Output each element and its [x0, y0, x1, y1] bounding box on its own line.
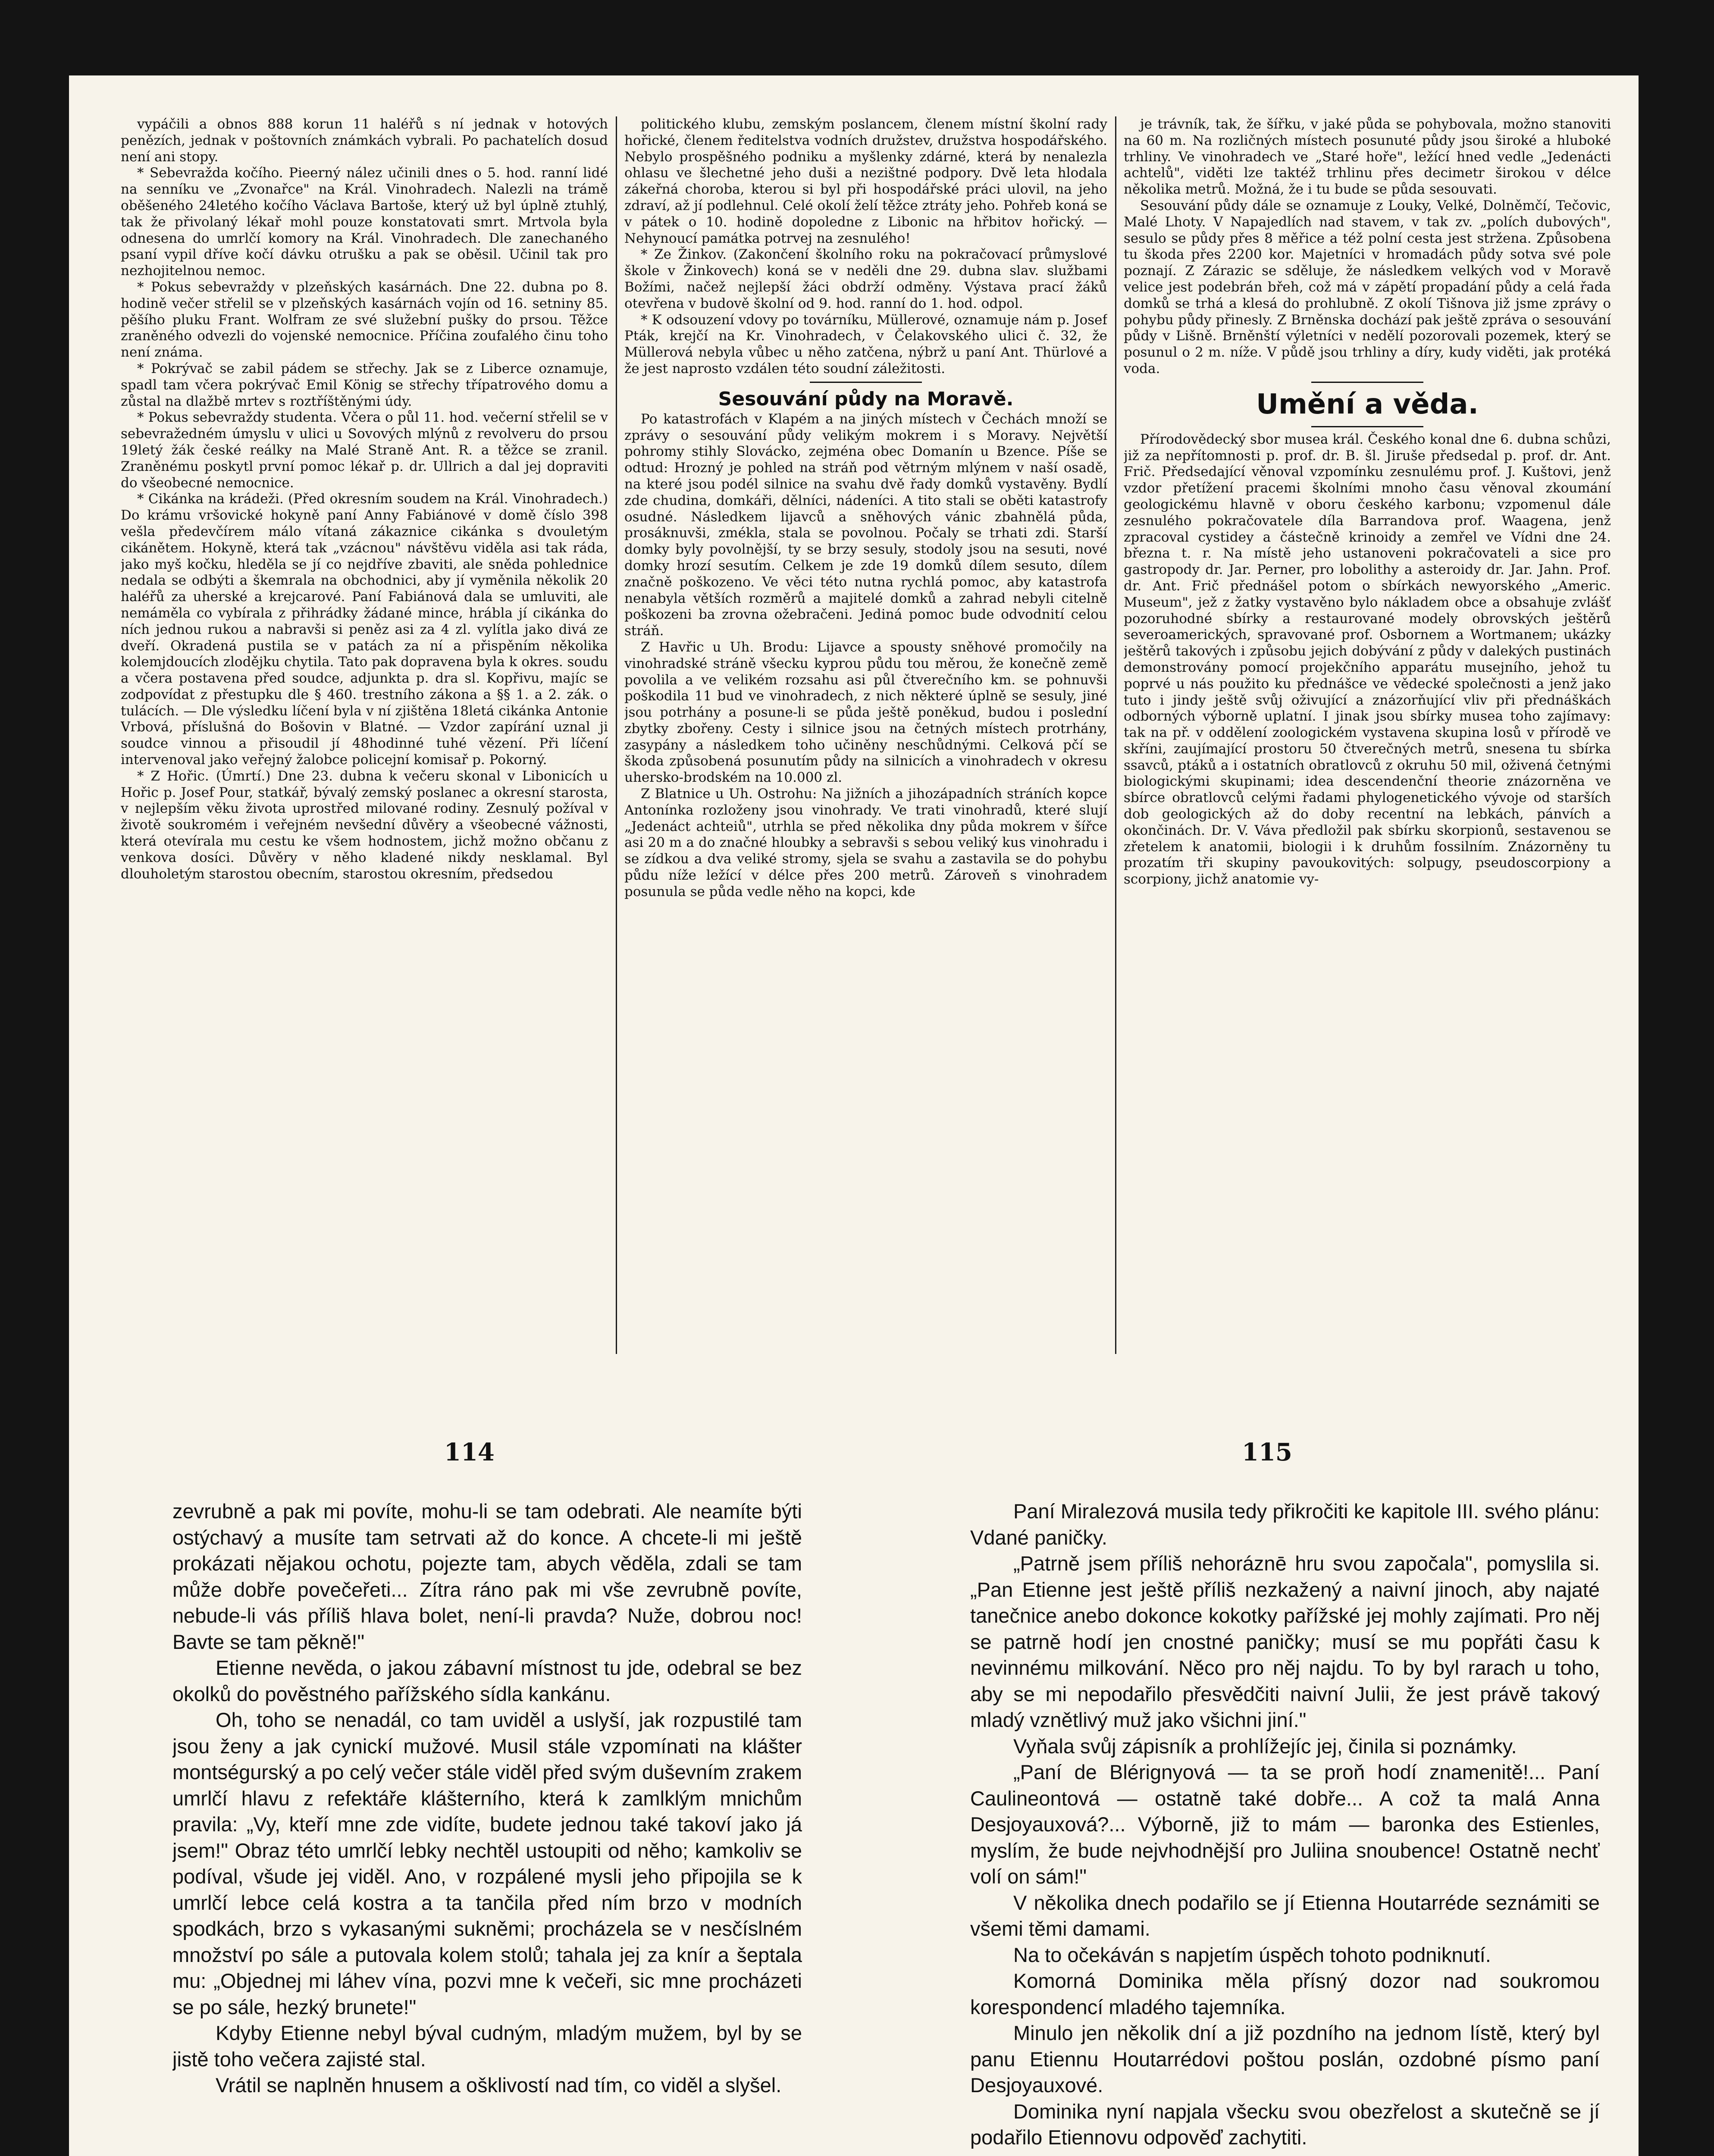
- book-paragraph: Dominika nyní napjala všecku svou obezřelost a skutečně se jí podařilo Etiennovu odpověď zachytiti.: [970, 2100, 1600, 2149]
- article-headline: Sesouvání půdy na Moravě.: [718, 388, 1014, 410]
- book-paragraph: Etienne nevěda, o jakou zábavní místnost tu jde, odebral se bez okolků do pověstného pařížského sídla kankánu.: [172, 1656, 802, 1705]
- article-paragraph: Z Blatnice u Uh. Ostrohu: Na jižních a jihozápadních stráních kopce Antonínka rozloženy jsou vinohrady. Ve trati vinohradů, které slují „Jedenáct achteiů", utrhla se před několika dny půda mokrem v šířce asi 20 m a do značné hloubky a sebravši s sebou veliký kus vinohradu i se zídkou a dva veliké stromy, sjela se svahu a zastavila se do pohybu půdu níže ležící v délce přes 200 metrů. Zároveň s vinohradem posunula se půda vedle něho na kopci, kde: [624, 786, 1107, 899]
- book-paragraph: V několika dnech podařilo se jí Etienna Houtarréde seznámiti se všemi těmi damami.: [970, 1891, 1600, 1940]
- book-paragraph: Vrátil se naplněn hnusem a ošklivostí nad tím, co viděl a slyšel.: [216, 2074, 782, 2096]
- article-paragraph: * Cikánka na krádeži. (Před okresním soudem na Král. Vinohradech.) Do krámu vršovické hokyně paní Anny Fabiánové v domě číslo 398 vešla předevčírem málo vítaná zákaznice cikánka s dvouletým cikánětem. Hokyně, která tak „vzácnou" návštěvu viděla asi tak ráda, jako myš kočku, hleděla se jí co nejdříve zbaviti, ale sněda pohlednice nedala se odbýti a škemrala na obchodnici, aby jí vyměnila několik 20 haléřů za uherské a krejcarové. Paní Fabiánová dala se umluviti, ale nemáměla co vybírala z přihrádky žádané mince, hrábla jí cikánka do ních jednou rukou a nabravši si peněz asi za 4 zl. vylítla jako divá ze dveří. Okradená pustila se v patách za ní a přispěním několika kolemjdoucích zlodějku chytila. Tato pak dopravena byla k okres. soudu a včera postavena před soudce, adjunkta p. dra sl. Kopřivu, majíc se zodpovídat z přestupku dle § 460. trestního zákona a §§ 1. a 2. zák. o tulácích. — Dle výsledku líčení byla v ní zjištěna 18letá cikánka Antonie Vrbová, příslušná do Bošovin v Blatné. — Vzdor zapírání uznal ji soudce vinnou a přisoudil jí 48hodinné tuhé vězení. Při líčení intervenoval jako veřejný žalobce policejní komisař p. Pokorný.: [121, 491, 608, 768]
- newspaper-page: [69, 75, 1639, 2156]
- book-paragraph: Minulo jen několik dní a již pozdního na jednom lístě, který byl panu Etiennu Houtarrédovi poštou poslán, ozdobné písmo paní Desjoyauxové.: [970, 2021, 1600, 2096]
- article-paragraph: * Pokrývač se zabil pádem se střechy. Jak se z Liberce oznamuje, spadl tam včera pokrývač Emil König se střechy třípatrového domu a zůstal na dlažbě mrtev s roztříštěnými údy.: [121, 360, 608, 409]
- book-paragraph: Vyňala svůj zápisník a prohlížejíc jej, činila si poznámky.: [1013, 1734, 1517, 1758]
- book-paragraph: „Paní de Blérignyová — ta se proň hodí znamenitě!... Paní Caulineontová — ostatně také dobře... A což ta malá Anna Desjoyauxová?... Výborně, již to mám — baronka des Estienles, myslím, že bude nejvhodnější pro Juliina snoubence! Ostatně nechť volí on sám!": [970, 1761, 1600, 1888]
- book-paragraph: Na to očekáván s napjetím úspěch tohoto podniknutí.: [1013, 1943, 1491, 1966]
- article-paragraph: * Z Hořic. (Úmrtí.) Dne 23. dubna k večeru skonal v Libonicích u Hořic p. Josef Pour, statkář, bývalý zemský poslanec a okresní starosta, v nejlepším věku života uprostřed milované rodiny. Zesnulý požíval v životě soukromém i veřejném nevšední důvěry a všeobecné vážnosti, která otevírala mu cestu ke všem hodnostem, jichž možno občanu z venkova dosíci. Důvěry v něho kladené nikdy nesklamal. Byl dlouholetým starostou obecním, starostou okresním, předsedou: [121, 768, 608, 882]
- article-paragraph: Po katastrofách v Klapém a na jiných místech v Čechách množí se zprávy o sesouvání půdy velikým mokrem i s Moravy. Největší pohromy stihly Slovácko, zejména obec Domanín u Bzence. Píše se odtud: Hrozný je pohled na stráň pod větrným mlýnem v naší osadě, na které jsou podél silnice na svahu dvě řady domků vystavěny. Bydlí zde chudina, domkáři, dělníci, nádeníci. A tito stali se oběti katastrofy osudné. Následkem lijavců a sněhových vánic zbahnělá půda, prosáknuvši, zmékla, stala se povolnou. Počaly se trhati zdi. Starší domky byly povolnější, ty se brzy sesuly, stodoly jsou na sesuti, nové domky hrozí sesutím. Celkem je zde 19 domků dílem sesuto, dílem značně poškozeno. Ve věci této nutna rychlá pomoc, aby katastrofa nenabyla větších rozměrů a majitelé domků a zahrad nebyli citelně poškozeni ba zrovna ožebračeni. Jediná pomoc bude odvodnití celou stráň.: [624, 411, 1107, 639]
- article-paragraph: politického klubu, zemským poslancem, členem místní školní rady hořické, členem ředitelstva vodních družstev, družstva hospodářského. Nebylo prospěšného podniku a myšlenky zdárné, která by nenalezla ohlasu ve šlechetné jeho duši a nezištné podpory. Dvě leta hlodala zákeřná choroba, kterou si byl při hospodářské práci ulovil, na jeho zdraví, až jí podlehnul. Celé okolí želí těžce ztráty jeho. Pohřeb koná se v pátek o 10. hodině dopoledne z Libonic na hřbitov hořický. — Nehynoucí památka potrvej na zesnulého!: [624, 116, 1107, 246]
- book-paragraph: Oh, toho se nenadál, co tam uviděl a uslyší, jak rozpustilé tam jsou ženy a jak cynickí mužové. Musil stále vzpomínati na klášter montségurský a po celý večer stále viděl před svým duševním zrakem umrlčí hlavu z refektáře klášterního, která k zamlklým mnichům pravila: „Vy, kteří mne zde vidíte, budete jednou také takoví jako já jsem!" Obraz této umrlčí lebky nechtěl ustoupiti od něho; kamkoliv se podíval, všude jej viděl. Ano, v rozpálené mysli jeho připojila se k umrlčí lebce celá kostra a ta tančila před ním brzo v modních spodkách, brzo s vykasanými sukněmi; procházela se v nesčíslném množství po sále a putovala kolem stolů; tahala jej za knír a šeptala mu: „Objednej mi láhev vína, pozvi mne k večeři, sic mne procházeti se po sále, hezký brunete!": [172, 1708, 802, 2018]
- divider-line: [1311, 382, 1423, 383]
- article-paragraph: je trávník, tak, že šířku, v jaké půda se pohybovala, možno stanoviti na 60 m. Na rozličných místech posunuté půdy jsou široké a hluboké trhliny. Ve vinohradech ve „Staré hoře", ležící hned vedle „Jedenácti achtelů", viděti lze taktéž trhlinu přes decimetr širokou v délce několika metrů. Možná, že i tu bude se půda sesouvati.: [1124, 116, 1611, 197]
- column-2: [624, 116, 1107, 1358]
- book-paragraph: „Patrně jsem příliš nehoráznē hru svou započala", pomyslila si. „Pan Etienne jest ještě příliš nezkažený a naivní jinoch, aby najaté tanečnice anebo dokonce kokotky pařížské jej mohly zajímati. Pro něj se patrně hodí jen cnostné paničky; musí se mu popřáti času k nevinnému milkování. Něco pro něj najdu. To by byl rarach u toho, aby se mi nepodařilo přesvědčiti naivní Julii, že jest právě takový mladý vznětlivý muž jako všichni jiní.": [970, 1552, 1600, 1731]
- article-paragraph: * K odsouzení vdovy po továrníku, Müllerové, oznamuje nám p. Josef Pták, krejčí na Kr. Vinohradech, v Čelakovského ulici č. 32, že Müllerová nebyla vůbec u něho zatčena, nýbrž u paní Ant. Thürlové a že jest naprosto vzdálen této soudní záležitosti.: [624, 312, 1107, 376]
- divider-line: [810, 382, 922, 383]
- article-paragraph: Přírodovědecký sbor musea král. Českého konal dne 6. dubna schůzi, již za nepřítomnosti p. prof. dr. B. šl. Jiruše předsedal p. prof. dr. Ant. Frič. Předsedající věnoval vzpomínku zesnulému prof. J. Kuštovi, jenž vzdor přetížení pracemi školními mnoho času věnoval zkoumání geologickému hlavně v oboru českého karbonu; vzpomenul dále zesnulého pokračovatele díla Barrandova prof. Waagena, jenž zpracoval cystidey a částečně krinoidy a zemřel ve Vídni dne 24. března t. r. Na místě jeho ustanoveni pokračovateli a sice pro gastropody dr. Jar. Perner, pro lobolithy a asteroidy dr. Jar. Jahn. Prof. dr. Ant. Frič přednášel potom o sbírkách newyorského „Americ. Museum", jež z žatky vystavěno bylo nákladem obce a obsahuje zvlášť pozoruhodné sbírky a restaurované modely obrovských ještěrů severoamerických, spravované prof. Osbornem a Wortmanem; ukázky ještěrů takových i způsobu jejich dobývání z půdy v dalekých pustinách demonstrovány pomocí projekčního apparátu musejního, jehož tu poprvé u nás použito ku přednášce ve vědecké společnosti a jenž jako tuto i jindy ještě svůj oživující a znázorňující vliv při přednáškách odborných výborně uplatní. I jinak jsou sbírky musea toho zajímavy: tak na př. v oddělení zoologickém vystavena skupina losů v přírodě ve skříni, zaujímající prostoru 50 čtverečných metrů, snesena tu sbírka ssavců, ptáků a i ostatních obratlovců z okruhu 50 mil, oživená četnými biologickými skupinami; idea descendenční theorie znázorněna ve sbírce obratlovců celými řadami phylogenetického vývoje od starších dob geologických až do doby recentní na lebkách, pánvích a okončinách. Dr. V. Váva předložil pak sbírku skorpionů, sestavenou se zřetelem k anatomii, biologii i k druhům fossilním. Znázorněny tu prozatím tři skupiny pavoukovitých: solpugy, pseudoscorpiony a scorpiony, jichž anatomie vy-: [1124, 431, 1611, 887]
- article-paragraph: Sesouvání půdy dále se oznamuje z Louky, Velké, Dolněmčí, Tečovic, Malé Lhoty. V Napajedlích nad stavem, v tak zv. „polích dubových", sesulo se půdy přes 8 měřice a též polní cesta jest stržena. Způsobena tu škoda přes 2200 kor. Majetníci v hromadách půdy sotva své pole poznají. Z Zárazic se sděluje, že následkem velkých vod v Moravě velice jest podebrán břeh, což má v zápětí propadání půdy a celá řada domků se trhá a klesá do prohlubně. Z okolí Tišnova již jsme zprávy o pohybu půdy přinesly. Z Brněnska dochází pak ještě zpráva o sesouvání půdy v Lišně. Brněnští výletníci v nedělí pozorovali pozemek, který se posunul o 2 m. níže. V půdě jsou trhliny a díry, kudy viděti, jak protéká voda.: [1124, 197, 1611, 376]
- column-divider: [1115, 116, 1116, 1354]
- article-paragraph: * Pokus sebevraždy studenta. Včera o půl 11. hod. večerní střelil se v sebevražedném úmyslu v ulici u Sovových mlýnů z revolveru do prsou 19letý žák české reálky na Malé Straně Ant. R. a těžce se zranil. Zraněnému poskytl první pomoc lékař p. dr. Ullrich a dal jej dopraviti do všeobecné nemocnice.: [121, 410, 608, 491]
- article-paragraph: Z Havřic u Uh. Brodu: Lijavce a spousty sněhové promočily na vinohradské stráně všecku kyprou půdu tou měrou, že konečně země povolila a ve velikém rozsahu asi půl čtverečního km. se pohnuvši poškodila 11 bud ve vinohradech, z nich některé úplně se sesuly, jiné jsou potrhány a posune-li se půda ještě poněkud, budou i poslední zbytky zbořeny. Cesty i silnice jsou na četných místech protrhány, zasypány a následkem toho učiněny neschůdnými. Celková pčí se škoda způsobená posunutím půdy na silnicích a vinohradech v okresu uhersko-brodském na 10.000 zl.: [624, 639, 1107, 786]
- article-paragraph: * Sebevražda kočího. Pieerný nález učinili dnes o 5. hod. ranní lidé na senníku ve „Zvonařce" na Král. Vinohradech. Nalezli na trámě oběšeného 24letého kočího Václava Bartoše, který už byl úplně ztuhlý, tak že přivolaný lékař mohl pouze konstatovati smrt. Mrtvola byla odnesena do umrlčí komory na Král. Vinohradech. Dle zanechaného psaní vypil dříve kočí dávku otrušku a pak se oběsil. Učinil tak pro nezhojitelnou nemoc.: [121, 165, 608, 279]
- book-page-right: [970, 1498, 1600, 2156]
- book-paragraph: Komorná Dominika měla přísný dozor nad soukromou korespondencí mladého tajemníka.: [970, 1969, 1600, 2018]
- article-paragraph: vypáčili a obnos 888 korun 11 haléřů s ní jednak v hotových penězích, jednak v poštovních známkách vybrali. Po pachatelích dosud není ani stopy.: [121, 116, 608, 165]
- page-number-left: 114: [444, 1438, 495, 1467]
- column-divider: [616, 116, 617, 1354]
- column-1: [121, 116, 608, 1358]
- book-paragraph: Paní Miralezová musila tedy přikročiti ke kapitole III. svého plánu: Vdané paničky.: [970, 1500, 1600, 1549]
- divider-line: [1311, 426, 1423, 427]
- article-paragraph: * Ze Žinkov. (Zakončení školního roku na pokračovací průmyslové škole v Žinkovech) koná se v neděli dne 29. dubna slav. službami Božími, načež nejlepší žáci obdrží odměny. Výstava prací žáků otevřena v budově školní od 9. hod. ranní do 1. hod. odpol.: [624, 247, 1107, 311]
- book-paragraph: Kdyby Etienne nebyl býval cudným, mladým mužem, byl by se jistě toho večera zajisté stal.: [172, 2021, 802, 2071]
- article-paragraph: * Pokus sebevraždy v plzeňských kasárnách. Dne 22. dubna po 8. hodině večer střelil se v plzeňských kasárnách vojín od 16. setniny 85. pěšího pluku Frant. Wolfram ze své služební pušky do prsou. Těžce zraněného odvezli do vojenské nemocnice. Příčina zoufalého činu toho není známa.: [121, 279, 608, 360]
- column-3: [1124, 116, 1611, 1358]
- page-number-right: 115: [1242, 1438, 1292, 1467]
- section-headline: Umění a věda.: [1256, 388, 1479, 420]
- book-paragraph: zevrubně a pak mi povíte, mohu-li se tam odebrati. Ale neamíte býti ostýchavý a musíte tam setrvati až do konce. A chcete-li mi ještě prokázati nějakou ochotu, pojezte tam, abych věděla, zdali se tam může dobře povečeřeti... Zítra ráno pak mi vše zevrubně povíte, nebude-li vás příliš hlava bolet, není-li pravda? Nuže, dobrou noc! Bavte se tam pěkně!": [172, 1500, 802, 1653]
- book-page-left: [172, 1498, 802, 2156]
